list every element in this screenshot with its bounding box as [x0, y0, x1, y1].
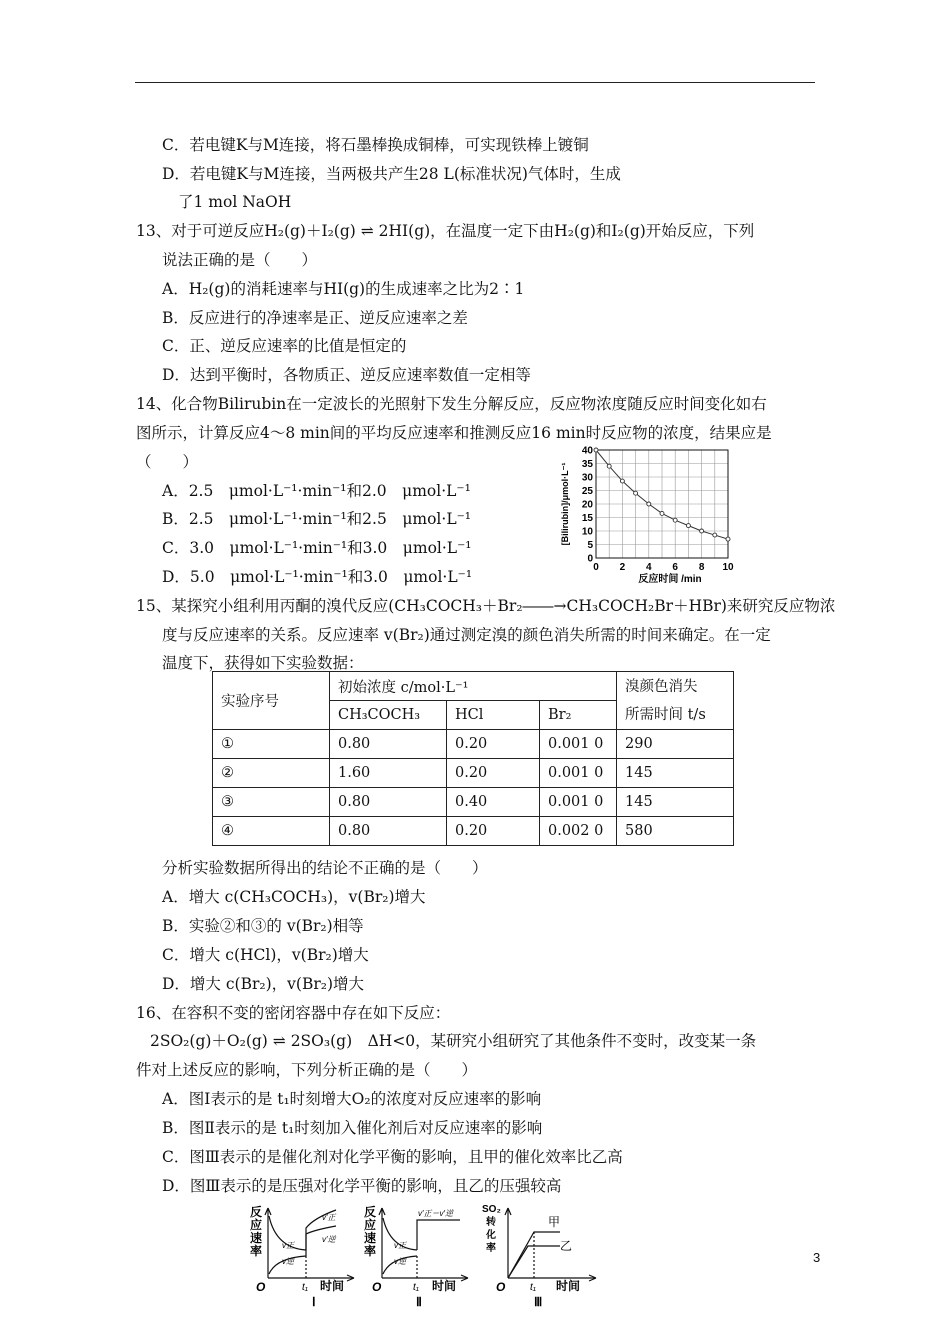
table-subheader: Br₂ — [540, 701, 617, 730]
data-point — [620, 479, 624, 483]
page-number: 3 — [813, 1250, 821, 1265]
table-cell: 1.60 — [330, 759, 447, 788]
table-cell: 0.002 0 — [540, 817, 617, 846]
q12-option-d-cont: 了1 mol NaOH — [178, 193, 292, 211]
q16-option-a: A．图Ⅰ表示的是 t₁时刻增大O₂的浓度对反应速率的影响 — [162, 1090, 542, 1108]
y-axis-label: [Bilirubin]/μmol·L⁻¹ — [560, 462, 570, 546]
fig2-label-v-forward: v正 — [394, 1241, 406, 1250]
data-point — [673, 518, 677, 522]
q15-stem-cont: 度与反应速率的关系。反应速率 v(Br₂)通过测定溴的颜色消失所需的时间来确定。在一定 — [162, 626, 771, 644]
y-tick-label: 5 — [587, 540, 593, 551]
bilirubin-chart — [548, 444, 748, 584]
fig2-origin: O — [372, 1280, 382, 1294]
table-subheader: HCl — [447, 701, 540, 730]
table-cell: 0.20 — [447, 759, 540, 788]
q15-option-c: C．增大 c(HCl)，v(Br₂)增大 — [162, 946, 369, 964]
q14-option-d: D．5.0 μmol·L⁻¹·min⁻¹和3.0 μmol·L⁻¹ — [162, 568, 473, 586]
fig3-curve-jia — [508, 1232, 560, 1278]
y-tick-label: 20 — [581, 499, 593, 511]
table-cell: 145 — [617, 788, 734, 817]
figure-2-chart — [360, 1198, 490, 1308]
x-axis-label: 反应时间 /min — [638, 574, 702, 584]
x-tick-label: 10 — [722, 562, 734, 573]
table-cell: ④ — [213, 817, 330, 846]
fig3-ylabel: SO₂ 转化率 — [482, 1204, 501, 1254]
fig2-xlabel: 时间 — [432, 1279, 457, 1293]
table-row — [213, 817, 734, 846]
q14-option-c: C．3.0 μmol·L⁻¹·min⁻¹和3.0 μmol·L⁻¹ — [162, 539, 472, 557]
q16-stem: 16、在容积不变的密闭容器中存在如下反应： — [136, 1004, 451, 1022]
data-point — [726, 537, 730, 541]
x-tick-label: 8 — [698, 562, 705, 573]
data-point — [594, 448, 598, 452]
table-header-conc: 初始浓度 c/mol·L⁻¹ — [330, 672, 617, 701]
fig1-xlabel: 时间 — [320, 1279, 345, 1293]
figure-1-chart — [236, 1198, 366, 1308]
q15-option-a: A．增大 c(CH₃COCH₃)，v(Br₂)增大 — [162, 888, 426, 906]
q15-stem-cont2: 温度下，获得如下实验数据： — [162, 654, 364, 672]
q14-stem-bracket: （ ） — [136, 453, 199, 471]
table-cell: 0.80 — [330, 730, 447, 759]
x-tick-label: 0 — [593, 562, 599, 573]
fig1-label-v-forward: v正 — [282, 1241, 294, 1250]
q14-stem: 14、化合物Bilirubin在一定波长的光照射下发生分解反应，反应物浓度随反应时间变化如右 — [136, 395, 767, 413]
fig2-title: Ⅱ — [416, 1295, 422, 1308]
table-row — [213, 788, 734, 817]
table-cell: ③ — [213, 788, 330, 817]
y-tick-label: 40 — [581, 445, 593, 457]
q16-option-c: C．图Ⅲ表示的是催化剂对化学平衡的影响，且甲的催化效率比乙高 — [162, 1148, 623, 1166]
q16-option-b: B．图Ⅱ表示的是 t₁时刻加入催化剂后对反应速率的影响 — [162, 1119, 543, 1137]
table-cell: 0.80 — [330, 817, 447, 846]
fig2-t1-label: t₁ — [413, 1282, 419, 1293]
experiment-table — [212, 671, 734, 846]
fig1-label-v-reverse-prime: v′逆 — [322, 1235, 336, 1244]
table-cell: 0.20 — [447, 730, 540, 759]
table-row — [213, 730, 734, 759]
y-tick-label: 10 — [581, 526, 593, 538]
data-point — [647, 502, 651, 506]
fig2-ylabel: 反应速率 — [364, 1205, 377, 1258]
q14-option-a: A．2.5 μmol·L⁻¹·min⁻¹和2.0 μmol·L⁻¹ — [162, 482, 471, 500]
fig1-label-v-forward-prime: v′正 — [322, 1213, 336, 1222]
q15-option-d: D．增大 c(Br₂)，v(Br₂)增大 — [162, 975, 365, 993]
q13-option-b: B．反应进行的净速率是正、逆反应速率之差 — [162, 309, 468, 327]
table-cell: ② — [213, 759, 330, 788]
q13-option-a: A．H₂(g)的消耗速率与HI(g)的生成速率之比为2∶1 — [162, 280, 525, 298]
fig3-xlabel: 时间 — [556, 1279, 581, 1293]
fig1-label-v-reverse: v逆 — [282, 1257, 294, 1266]
table-cell: 0.001 0 — [540, 788, 617, 817]
table-header-seq: 实验序号 — [213, 672, 330, 730]
q13-stem-cont: 说法正确的是（ ） — [162, 251, 318, 269]
data-point — [607, 464, 611, 468]
table-cell: 145 — [617, 759, 734, 788]
q13-option-d: D．达到平衡时，各物质正、逆反应速率数值一定相等 — [162, 366, 531, 384]
table-subheader: CH₃COCH₃ — [330, 701, 447, 730]
data-point — [686, 524, 690, 528]
table-cell: 0.80 — [330, 788, 447, 817]
table-cell: 0.40 — [447, 788, 540, 817]
table-cell: 0.001 0 — [540, 730, 617, 759]
table-cell: ① — [213, 730, 330, 759]
y-tick-label: 25 — [581, 486, 593, 497]
y-tick-label: 35 — [581, 459, 593, 470]
fig3-origin: O — [496, 1280, 506, 1294]
fig2-axis-arrows — [379, 1208, 468, 1281]
fig3-label-yi: 乙 — [560, 1239, 573, 1253]
fig1-origin: O — [256, 1280, 266, 1294]
table-header-time: 溴颜色消失 所需时间 t/s — [617, 672, 734, 730]
q15-question: 分析实验数据所得出的结论不正确的是（ ） — [162, 859, 488, 877]
fig3-t1-label: t₁ — [530, 1282, 536, 1293]
figure-3-chart — [478, 1198, 608, 1308]
fig1-t1-label: t₁ — [302, 1282, 308, 1293]
y-tick-label: 15 — [581, 513, 593, 524]
q12-option-c: C．若电键K与M连接，将石墨棒换成铜棒，可实现铁棒上镀铜 — [162, 136, 589, 154]
q13-stem: 13、对于可逆反应H₂(g)＋I₂(g) ⇌ 2HI(g)，在温度一定下由H₂(g)和I₂(g)开始反应，下列 — [136, 222, 755, 240]
table-cell: 0.001 0 — [540, 759, 617, 788]
q12-option-d: D．若电键K与M连接，当两极共产生28 L(标准状况)气体时，生成 — [162, 165, 621, 183]
table-cell: 0.20 — [447, 817, 540, 846]
data-point — [713, 533, 717, 537]
x-tick-label: 6 — [672, 562, 678, 573]
table-row — [213, 759, 734, 788]
q15-option-b: B．实验②和③的 v(Br₂)相等 — [162, 917, 364, 935]
q16-equation: 2SO₂(g)＋O₂(g) ⇌ 2SO₃(g) ΔH<0，某研究小组研究了其他条件不变时，改变某一条 — [150, 1032, 757, 1050]
x-tick-label: 2 — [619, 562, 626, 573]
q16-stem-cont: 件对上述反应的影响，下列分析正确的是（ ） — [136, 1061, 478, 1079]
q13-option-c: C．正、逆反应速率的比值是恒定的 — [162, 337, 407, 355]
fig1-title: Ⅰ — [312, 1295, 316, 1308]
x-tick-label: 4 — [646, 562, 652, 573]
fig1-ylabel: 反应速率 — [250, 1205, 263, 1258]
data-point — [660, 511, 664, 515]
q14-option-b: B．2.5 μmol·L⁻¹·min⁻¹和2.5 μmol·L⁻¹ — [162, 510, 472, 528]
q15-stem: 15、某探究小组利用丙酮的溴代反应(CH₃COCH₃＋Br₂――→CH₃COCH₂Br＋HBr)来研究反应物浓 — [136, 597, 836, 615]
fig2-curve-equal — [417, 1220, 460, 1250]
fig3-title: Ⅲ — [534, 1295, 543, 1308]
fig2-label-equal: v′正＝v′逆 — [418, 1209, 453, 1218]
header-rule — [135, 82, 815, 83]
fig2-label-v-reverse: v逆 — [394, 1257, 406, 1266]
table-cell: 580 — [617, 817, 734, 846]
y-tick-label: 0 — [587, 553, 593, 565]
fig3-label-jia: 甲 — [548, 1215, 561, 1229]
fig1-axis-arrows — [265, 1208, 354, 1281]
table-cell: 290 — [617, 730, 734, 759]
data-point — [634, 491, 638, 495]
y-tick-label: 30 — [581, 472, 593, 484]
data-point — [700, 529, 704, 533]
q14-stem-cont: 图所示，计算反应4～8 min间的平均反应速率和推测反应16 min时反应物的浓度，结果应是 — [136, 424, 772, 442]
q16-option-d: D．图Ⅲ表示的是压强对化学平衡的影响，且乙的压强较高 — [162, 1177, 562, 1195]
